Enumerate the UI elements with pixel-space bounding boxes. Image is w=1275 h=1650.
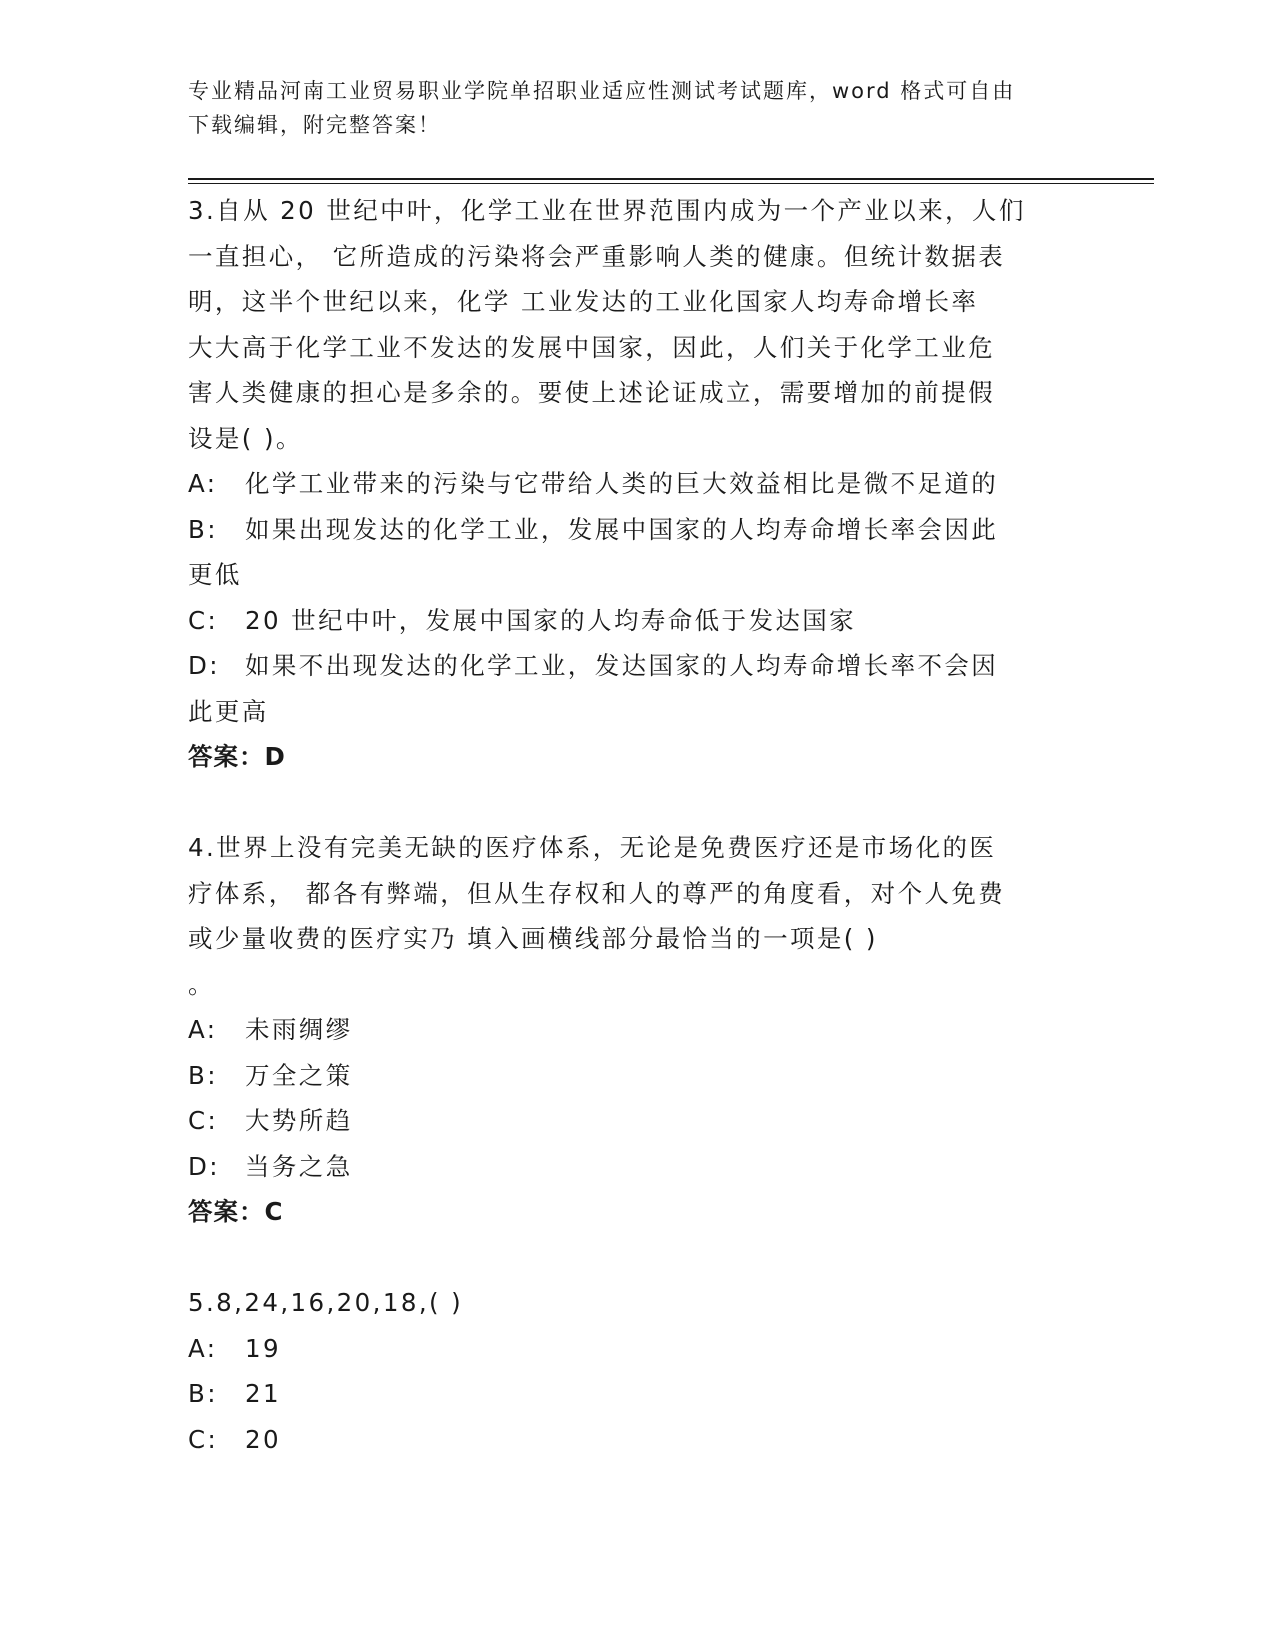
option-text: 21 bbox=[245, 1379, 281, 1408]
option-text-continued: 此更高 bbox=[188, 696, 269, 726]
document-header bbox=[188, 74, 1068, 142]
option-label: B: bbox=[188, 514, 218, 544]
option-text: 20 bbox=[245, 1424, 281, 1454]
header-line-1: 专业精品河南工业贸易职业学院单招职业适应性测试考试题库，word 格式可自由 bbox=[188, 79, 1016, 103]
option-label: A: bbox=[188, 1015, 218, 1044]
option-text: 大势所趋 bbox=[245, 1106, 353, 1135]
question-5-option-c bbox=[188, 1417, 1078, 1463]
option-text: 如果出现发达的化学工业，发展中国家的人均寿命增长率会因此 bbox=[245, 514, 999, 544]
header-divider-thin bbox=[188, 183, 1154, 184]
question-4-option-a bbox=[188, 1007, 1078, 1053]
question-3-line: 3.自从 20 世纪中叶，化学工业在世界范围内成为一个产业以来，人们 bbox=[188, 196, 1026, 225]
question-3-line: 一直担心， 它所造成的污染将会严重影响人类的健康。但统计数据表 bbox=[188, 241, 1006, 271]
option-label: B: bbox=[188, 1379, 218, 1408]
question-4-option-c bbox=[188, 1098, 1078, 1144]
question-3-option-b bbox=[188, 507, 1078, 553]
option-label: C: bbox=[188, 605, 219, 635]
option-label: D: bbox=[188, 1151, 220, 1181]
header-divider-thick bbox=[188, 178, 1154, 180]
option-text: 19 bbox=[245, 1333, 281, 1363]
question-3-option-a bbox=[188, 461, 1078, 507]
question-3-line: 设是( )。 bbox=[188, 423, 303, 453]
header-line-2: 下载编辑，附完整答案！ bbox=[188, 113, 441, 137]
question-5-option-b bbox=[188, 1371, 1078, 1417]
option-text: 20 世纪中叶，发展中国家的人均寿命低于发达国家 bbox=[245, 605, 857, 635]
option-label: A: bbox=[188, 469, 218, 498]
question-4-line: 。 bbox=[188, 969, 215, 999]
option-label: C: bbox=[188, 1424, 219, 1454]
option-label: B: bbox=[188, 1060, 218, 1090]
option-text-continued: 更低 bbox=[188, 560, 242, 589]
question-gap bbox=[188, 780, 1078, 826]
question-3-line: 大大高于化学工业不发达的发展中国家，因此，人们关于化学工业危 bbox=[188, 332, 995, 362]
question-4-line: 或少量收费的医疗实乃 填入画横线部分最恰当的一项是( ) bbox=[188, 924, 878, 953]
question-list bbox=[188, 188, 1078, 1462]
option-text: 万全之策 bbox=[245, 1060, 353, 1090]
question-4-option-b bbox=[188, 1053, 1078, 1099]
question-3-answer: 答案：D bbox=[188, 742, 286, 771]
question-3-option-d bbox=[188, 643, 1078, 689]
question-4-answer: 答案：C bbox=[188, 1197, 284, 1226]
option-label: A: bbox=[188, 1333, 218, 1363]
question-3-option-c bbox=[188, 598, 1078, 644]
question-5 bbox=[188, 1280, 1078, 1462]
question-4-line: 4.世界上没有完美无缺的医疗体系，无论是免费医疗还是市场化的医 bbox=[188, 833, 997, 862]
question-3-line: 明，这半个世纪以来，化学 工业发达的工业化国家人均寿命增长率 bbox=[188, 287, 979, 316]
question-3-line: 害人类健康的担心是多余的。要使上述论证成立，需要增加的前提假 bbox=[188, 378, 995, 407]
option-text: 未雨绸缪 bbox=[245, 1015, 353, 1044]
question-4-option-d bbox=[188, 1144, 1078, 1190]
question-gap bbox=[188, 1235, 1078, 1281]
question-3 bbox=[188, 188, 1078, 780]
question-5-line: 5.8,24,16,20,18,( ) bbox=[188, 1288, 464, 1317]
question-4-line: 疗体系， 都各有弊端，但从生存权和人的尊严的角度看，对个人免费 bbox=[188, 878, 1006, 908]
question-4 bbox=[188, 825, 1078, 1235]
option-label: C: bbox=[188, 1106, 219, 1135]
option-text: 如果不出现发达的化学工业，发达国家的人均寿命增长率不会因 bbox=[245, 651, 999, 680]
question-5-option-a bbox=[188, 1326, 1078, 1372]
option-text: 化学工业带来的污染与它带给人类的巨大效益相比是微不足道的 bbox=[245, 469, 999, 498]
option-text: 当务之急 bbox=[245, 1151, 353, 1181]
option-label: D: bbox=[188, 651, 220, 680]
